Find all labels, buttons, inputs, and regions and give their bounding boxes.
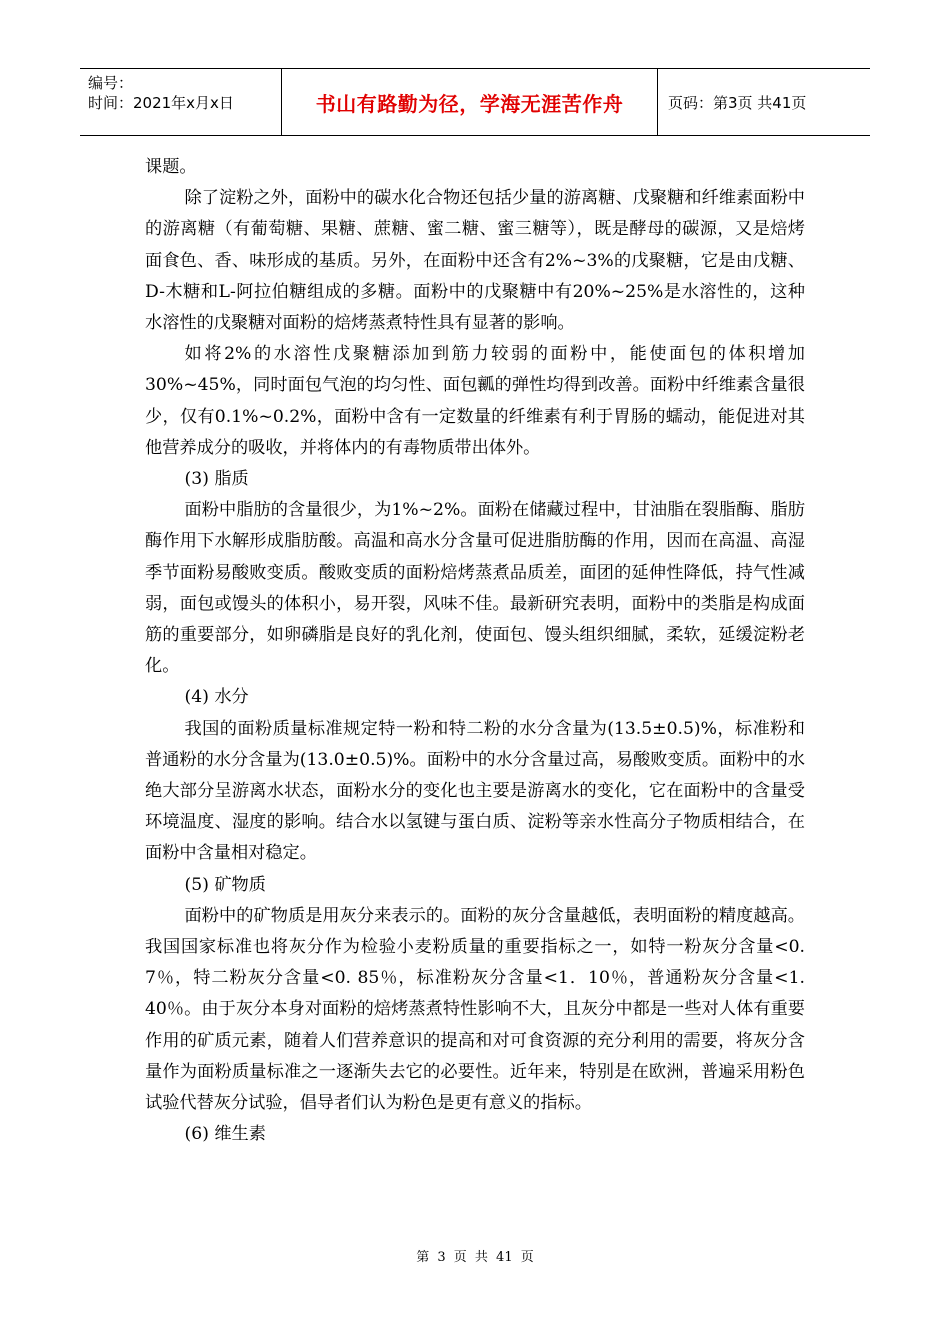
header-meta-cell xyxy=(80,69,282,135)
paragraph: 面粉中的矿物质是用灰分来表示的。面粉的灰分含量越低，表明面粉的精度越高。我国国家标准也将灰分作为检验小麦粉质量的重要指标之一，如特一粉灰分含量<0. 7％，特二粉灰分含量<0. 85％，标准粉灰分含量<1．10％，普通粉灰分含量<1. 40％。由于灰分本身对面粉的焙烤蒸煮特性影响不大，且灰分中都是一些对人体有重要作用的矿质元素，随着人们营养意识的提高和对可食资源的充分利用的需要，将灰分含量作为面粉质量标准之一逐渐失去它的必要性。近年来，特别是在欧洲，普遍采用粉色试验代替灰分试验，倡导者们认为粉色是更有意义的指标。 xyxy=(145,905,805,1114)
paragraph: 如将2%的水溶性戊聚糖添加到筋力较弱的面粉中，能使面包的体积增加30%~45%，同时面包气泡的均匀性、面包瓤的弹性均得到改善。面粉中纤维素含量很少，仅有0.1%~0.2%，面粉中含有一定数量的纤维素有利于胃肠的蠕动，能促进对其他营养成分的吸收，并将体内的有毒物质带出体外。 xyxy=(145,344,805,458)
document-number-label: 编号： xyxy=(88,74,134,92)
header-motto: 书山有路勤为径，学海无涯苦作舟 xyxy=(282,69,658,135)
paragraph: 面粉中脂肪的含量很少，为1%~2%。面粉在储藏过程中，甘油脂在裂脂酶、脂肪酶作用下水解形成脂肪酸。高温和高水分含量可促进脂肪酶的作用，因而在高温、高湿季节面粉易酸败变质。酸败变质的面粉焙烤蒸煮品质差，面团的延伸性降低，持气性减弱，面包或馒头的体积小，易开裂，风味不佳。最新研究表明，面粉中的类脂是构成面筋的重要部分，如卵磷脂是良好的乳化剂，使面包、馒头组织细腻，柔软，延缓淀粉老化。 xyxy=(145,500,805,677)
paragraph: 我国的面粉质量标准规定特一粉和特二粉的水分含量为(13.5±0.5)%，标准粉和普通粉的水分含量为(13.0±0.5)%。面粉中的水分含量过高，易酸败变质。面粉中的水绝大部分呈游离水状态，面粉水分的变化也主要是游离水的变化，它在面粉中的含量受环境温度、湿度的影响。结合水以氢键与蛋白质、淀粉等亲水性高分子物质相结合，在面粉中含量相对稳定。 xyxy=(145,718,805,864)
section-heading-lipids: (3) 脂质 xyxy=(184,469,249,490)
section-heading-moisture: (4) 水分 xyxy=(184,687,249,708)
page-footer: 第 3 页 共 41 页 xyxy=(416,1250,534,1265)
document-time-label: 时间：2021年x月x日 xyxy=(88,94,234,112)
page-header xyxy=(80,68,870,136)
section-heading-vitamins: (6) 维生素 xyxy=(184,1124,266,1145)
document-body xyxy=(145,152,805,1151)
header-page-info: 页码：第3页 共41页 xyxy=(668,93,807,112)
paragraph: 除了淀粉之外，面粉中的碳水化合物还包括少量的游离糖、戊聚糖和纤维素面粉中的游离糖（有葡萄糖、果糖、蔗糖、蜜二糖、蜜三糖等），既是酵母的碳源，又是焙烤面食色、香、味形成的基质。另外，在面粉中还含有2%~3%的戊聚糖，它是由戊糖、D-木糖和L-阿拉伯糖组成的多糖。面粉中的戊聚糖中有20%~25%是水溶性的，这种水溶性的戊聚糖对面粉的焙烤蒸煮特性具有显著的影响。 xyxy=(145,188,805,334)
paragraph: 课题。 xyxy=(145,157,197,177)
section-heading-minerals: (5) 矿物质 xyxy=(184,874,266,895)
